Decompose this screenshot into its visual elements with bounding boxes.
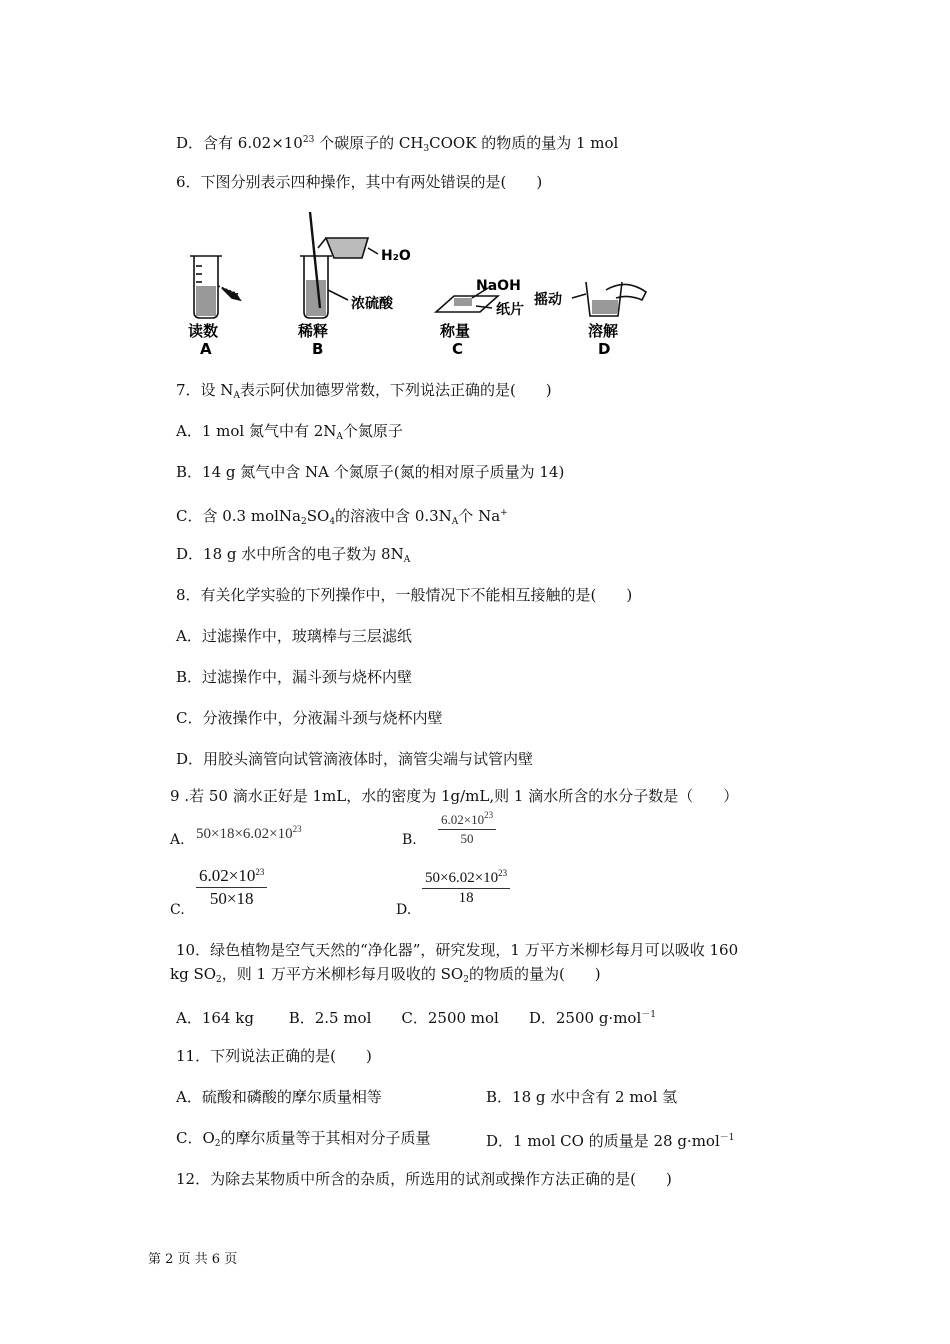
q7-stem (176, 380, 552, 406)
q9-label-c: C. (170, 902, 185, 918)
q9-frac-d-num (422, 868, 510, 889)
q8-option-a: A．过滤操作中，玻璃棒与三层滤纸 (176, 627, 412, 645)
q9-frac-d-num-text: 50×6.02×10 (425, 870, 499, 886)
q10-options (176, 1005, 656, 1028)
label-b-cn: 稀释 (298, 322, 329, 340)
q10-stem-line1: 10．绿色植物是空气天然的“净化器”，研究发现，1 万平方米柳杉每月可以吸收 160 (176, 941, 739, 959)
q9-frac-b (438, 810, 496, 847)
label-b-letter: B (312, 340, 324, 358)
q11-optd-sup: －1 (719, 1133, 735, 1143)
q10-stem2-b: ，则 1 万平方米柳杉每月吸收的 SO (221, 965, 464, 983)
page-footer: 第 2 页 共 6 页 (148, 1252, 238, 1267)
q11-option-b: B．18 g 水中含有 2 mol 氢 (486, 1088, 678, 1106)
q10-options-text: A．164 kg B．2.5 mol C．2500 mol D．2500 g·mol (176, 1009, 642, 1027)
q10-options-sup: －1 (641, 1010, 656, 1020)
q12-stem: 12．为除去某物质中所含的杂质，所选用的试剂或操作方法正确的是( ) (176, 1170, 672, 1188)
q10-stem2-a: kg SO (170, 965, 217, 983)
q7-optd-sub: A (403, 555, 411, 565)
q10-stem-line2 (170, 964, 601, 990)
figure-labels (188, 322, 618, 358)
label-acid: 浓硫酸 (351, 296, 393, 312)
q7-option-b: B．14 g 氮气中含 NA 个氮原子(氮的相对原子质量为 14) (176, 463, 565, 481)
q7-optc-sub3: A (451, 517, 459, 527)
label-c-letter: C (452, 340, 464, 358)
q8-option-b: B．过滤操作中，漏斗颈与烧杯内壁 (176, 668, 413, 686)
label-a-cn: 读数 (188, 322, 219, 340)
q10-stem2-sub2: 2 (463, 975, 469, 985)
q7-optc-sup: + (500, 508, 508, 518)
q5-optd-sup: 23 (302, 135, 315, 145)
q5-option-d (176, 130, 618, 159)
q9-frac-d-sup: 23 (498, 868, 508, 878)
q8-stem: 8．有关化学实验的下列操作中，一般情况下不能相互接触的是( ) (176, 586, 633, 604)
q8-option-c: C．分液操作中，分液漏斗颈与烧杯内壁 (176, 709, 443, 727)
q10-stem2-c: 的物质的量为( ) (468, 965, 601, 983)
q11-optc-b: 的摩尔质量等于其相对分子质量 (220, 1129, 431, 1147)
q7-opta-a: A．1 mol 氮气中有 2N (176, 422, 337, 440)
q6-stem: 6．下图分别表示四种操作，其中有两处错误的是( ) (176, 173, 543, 191)
q11-optc-sub: 2 (214, 1139, 221, 1149)
q11-option-c (176, 1128, 431, 1154)
q9-stem: 9 .若 50 滴水正好是 1mL，水的密度为 1g/mL,则 1 滴水所含的水分子数是（ ） (170, 787, 739, 805)
q7-option-a (176, 421, 403, 447)
q11-option-d (486, 1128, 734, 1151)
q8-option-d: D．用胶头滴管向试管滴液体时，滴管尖端与试管内壁 (176, 750, 534, 768)
q7-optc-sub2: 4 (329, 517, 336, 527)
q9-expr-a-text: 50×18×6.02×10 (196, 826, 293, 842)
q7-optc-d: 个 Na (458, 507, 501, 525)
q9-label-b: B. (402, 832, 417, 848)
q7-optc-sub1: 2 (301, 517, 307, 527)
q10-stem2-sub1: 2 (216, 975, 222, 985)
q7-opta-b: 个氮原子 (342, 422, 403, 440)
cylinder-d (572, 282, 646, 316)
label-paper: 纸片 (496, 302, 524, 318)
q9-frac-c-sup: 23 (255, 867, 265, 877)
q5-optd-text-c: COOK 的物质的量为 1 mol (429, 134, 619, 152)
q7-optc-b: SO (306, 507, 330, 525)
q5-optd-sub: 3 (423, 144, 430, 154)
q9-expr-a-sup: 23 (292, 824, 302, 834)
q6-figure (176, 208, 696, 358)
q11-optc-a: C．O (176, 1129, 215, 1147)
q11-stem: 11．下列说法正确的是( ) (176, 1047, 372, 1065)
q7-optc-a: C．含 0.3 molNa (176, 507, 301, 525)
label-shake: 摇动 (534, 292, 562, 308)
q9-frac-b-num (438, 810, 496, 830)
label-c-cn: 称量 (440, 322, 471, 340)
q7-optc-c: 的溶液中含 0.3N (335, 507, 452, 525)
q9-expr-a (196, 824, 302, 843)
label-d-letter: D (598, 340, 611, 358)
label-d-cn: 溶解 (588, 322, 619, 340)
q7-option-c (176, 503, 508, 532)
q7-stem-b: 表示阿伏加德罗常数，下列说法正确的是( ) (239, 381, 552, 399)
q7-opta-sub: A (336, 432, 343, 442)
q9-frac-c-den: 50×18 (209, 889, 254, 908)
q7-optd-a: D．18 g 水中所含的电子数为 8N (176, 545, 404, 563)
label-naoh: NaOH (476, 278, 521, 294)
q9-label-a: A. (170, 832, 185, 848)
q9-frac-b-den: 50 (460, 831, 474, 846)
q9-frac-b-sup: 23 (484, 810, 494, 820)
label-a-letter: A (200, 340, 212, 358)
q9-frac-b-num-text: 6.02×10 (441, 812, 485, 827)
q7-stem-a: 7．设 N (176, 381, 234, 399)
q5-optd-text-b: 个碳原子的 CH (314, 134, 424, 152)
label-h2o: H₂O (381, 248, 411, 264)
cylinder-a (190, 256, 240, 318)
q9-frac-d-den: 18 (458, 890, 474, 906)
q7-stem-sub: A (233, 391, 240, 401)
q9-frac-c-num-text: 6.02×10 (199, 866, 256, 885)
q11-option-a: A．硫酸和磷酸的摩尔质量相等 (176, 1088, 382, 1106)
q9-frac-c (196, 866, 267, 909)
q11-optd-a: D．1 mol CO 的质量是 28 g·mol (486, 1132, 720, 1150)
q9-frac-d (422, 868, 510, 907)
q9-label-d: D. (396, 902, 412, 918)
q5-optd-text-a: D．含有 6.02×10 (176, 134, 303, 152)
q7-option-d (176, 544, 410, 570)
q9-frac-c-num (196, 866, 267, 888)
